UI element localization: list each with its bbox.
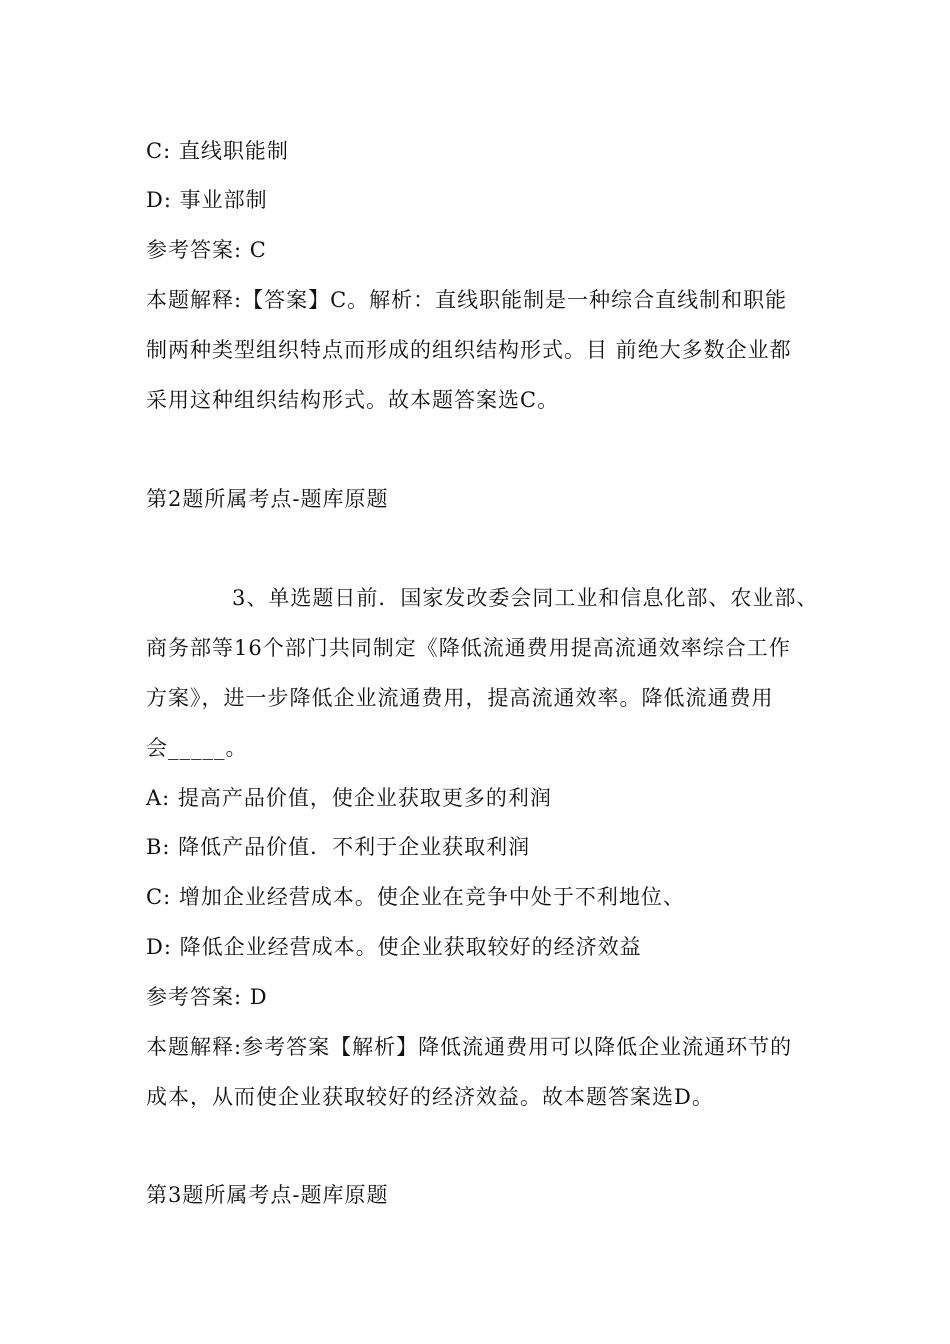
q2-explanation-line-1: 本题解释:【答案】C。解析：直线职能制是一种综合直线制和职能 <box>146 288 788 312</box>
q3-option-c: C: 增加企业经营成本。使企业在竞争中处于不利地位、 <box>146 885 685 909</box>
q2-footer: 第2题所属考点-题库原题 <box>146 487 389 511</box>
q2-option-c: C: 直线职能制 <box>146 139 289 163</box>
q3-question-line-1: 3、单选题日前．国家发改委会同工业和信息化部、农业部、 <box>232 586 819 610</box>
q3-option-a: A: 提高产品价值，使企业获取更多的利润 <box>146 786 552 810</box>
q3-option-b: B: 降低产品价值．不利于企业获取利润 <box>146 835 531 859</box>
q2-explanation-line-3: 采用这种组织结构形式。故本题答案选C。 <box>146 388 560 412</box>
q3-question-line-2: 商务部等16个部门共同制定《降低流通费用提高流通效率综合工作 <box>146 636 791 660</box>
q3-question-line-3: 方案》，进一步降低企业流通费用，提高流通效率。降低流通费用 <box>146 686 774 710</box>
q2-explanation-line-2: 制两种类型组织特点而形成的组织结构形式。目 前绝大多数企业都 <box>146 338 792 362</box>
q3-option-d: D: 降低企业经营成本。使企业获取较好的经济效益 <box>146 935 642 959</box>
q3-explanation-line-2: 成本，从而使企业获取较好的经济效益。故本题答案选D。 <box>146 1085 714 1109</box>
q3-answer: 参考答案: D <box>146 985 268 1009</box>
q3-footer: 第3题所属考点-题库原题 <box>146 1183 389 1207</box>
q2-option-d: D: 事业部制 <box>146 188 268 212</box>
q2-answer: 参考答案: C <box>146 238 267 262</box>
q3-question-line-4: 会_____。 <box>146 736 248 760</box>
q3-explanation-line-1: 本题解释:参考答案【解析】降低流通费用可以降低企业流通环节的 <box>146 1035 793 1059</box>
